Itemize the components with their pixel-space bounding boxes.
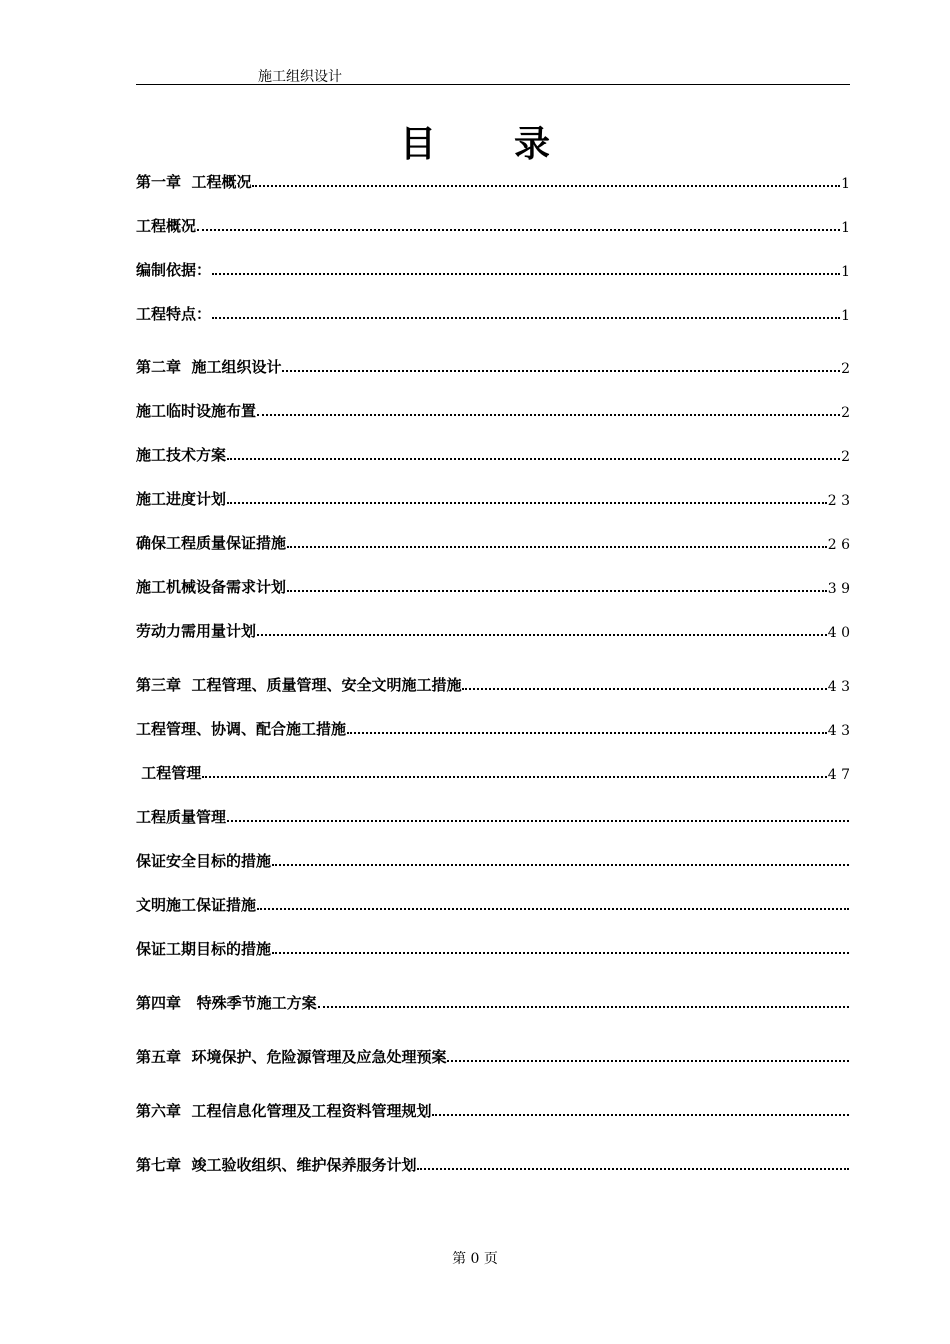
toc-entry[interactable]: 编制依据： 1 (136, 261, 850, 280)
toc-entry[interactable]: 施工进度计划 2 3 (136, 490, 850, 509)
toc-entry[interactable]: 文明施工保证措施 (136, 891, 850, 915)
toc-entry[interactable]: 工程特点： 1 (136, 305, 850, 324)
dot-leader (272, 864, 849, 866)
toc-entry[interactable]: 第二章 施工组织设计 2 (136, 358, 850, 377)
toc-page-number: 4 7 (827, 767, 850, 783)
toc-entry[interactable]: 第四章 特殊季节施工方案 (136, 989, 850, 1013)
dot-leader (197, 229, 840, 231)
dot-leader (257, 634, 827, 636)
title-char-right: 录 (514, 123, 551, 165)
toc-entry[interactable]: 第一章 工程概况 1 (136, 173, 850, 192)
toc-page-number: 2 (841, 361, 850, 377)
toc-page-number: 2 (841, 405, 850, 421)
toc-entry[interactable]: 施工技术方案 2 (136, 446, 850, 465)
toc-entry[interactable]: 第七章 竣工验收组织、维护保养服务计划 (136, 1151, 850, 1175)
dot-leader (287, 546, 827, 548)
toc-entry[interactable]: 施工机械设备需求计划 3 9 (136, 578, 850, 597)
dot-leader (287, 590, 827, 592)
toc-page-number: 4 0 (827, 625, 850, 641)
dot-leader (227, 502, 827, 504)
dot-leader (432, 1114, 849, 1116)
dot-leader (417, 1168, 849, 1170)
toc-entry[interactable]: 工程管理、协调、配合施工措施 4 3 (136, 720, 850, 739)
toc-page-number: 1 (841, 220, 850, 236)
dot-leader (447, 1060, 849, 1062)
toc-page-number: 2 (841, 449, 850, 465)
toc-entry[interactable]: 确保工程质量保证措施 2 6 (136, 534, 850, 553)
toc-page-number: 2 6 (827, 537, 850, 553)
toc-page-number: 3 9 (827, 581, 850, 597)
dot-leader (272, 952, 849, 954)
running-header: 施工组织设计 (258, 69, 342, 85)
toc-entry[interactable]: 工程质量管理 (136, 803, 850, 827)
dot-leader (252, 185, 840, 187)
dot-leader (462, 688, 826, 690)
dot-leader (257, 908, 849, 910)
dot-leader (318, 1006, 849, 1008)
dot-leader (212, 273, 840, 275)
dot-leader (347, 732, 827, 734)
dot-leader (227, 820, 849, 822)
toc-entry[interactable]: 施工临时设施布置 2 (136, 402, 850, 421)
title-char-left: 目 (399, 123, 436, 165)
toc-page-number: 1 (841, 264, 850, 280)
toc-entry[interactable]: 保证工期目标的措施 (136, 935, 850, 959)
page-footer: 第 0 页 (452, 1251, 498, 1267)
toc-page-number: 1 (841, 176, 850, 192)
toc-entry[interactable]: 工程管理 4 7 (136, 764, 850, 783)
dot-leader (257, 414, 840, 416)
toc-entry[interactable]: 劳动力需用量计划 4 0 (136, 622, 850, 641)
toc-entry[interactable]: 工程概况 1 (136, 217, 850, 236)
toc-page-number: 1 (841, 308, 850, 324)
dot-leader (212, 317, 840, 319)
dot-leader (227, 458, 840, 460)
toc-entry[interactable]: 保证安全目标的措施 (136, 847, 850, 871)
toc-entry[interactable]: 第五章 环境保护、危险源管理及应急处理预案 (136, 1043, 850, 1067)
toc-entry[interactable]: 第六章 工程信息化管理及工程资料管理规划 (136, 1097, 850, 1121)
toc-page-number: 4 3 (827, 679, 850, 695)
toc-page-number: 4 3 (827, 723, 850, 739)
table-of-contents (136, 0, 850, 1344)
toc-entry[interactable]: 第三章 工程管理、质量管理、安全文明施工措施 4 3 (136, 676, 850, 695)
toc-page-number: 2 3 (827, 493, 850, 509)
dot-leader (202, 776, 827, 778)
dot-leader (282, 370, 840, 372)
